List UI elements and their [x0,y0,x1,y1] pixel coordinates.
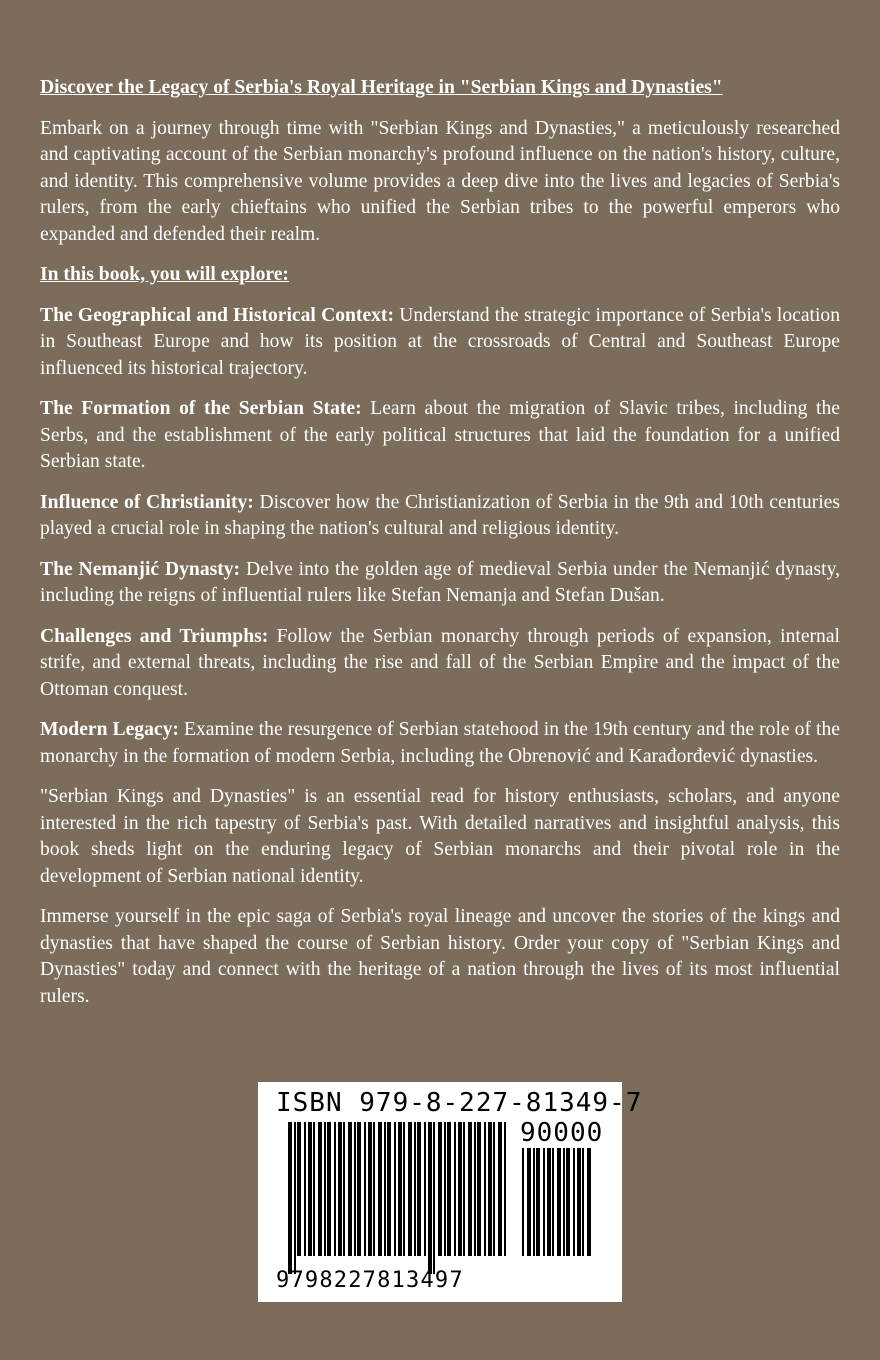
barcode-bar [557,1148,561,1256]
barcode-bar [304,1122,306,1256]
barcode-bar [433,1122,435,1274]
barcode-bar [454,1122,456,1256]
barcode-bar [384,1122,386,1256]
barcode-bar [398,1122,402,1256]
barcode-bar [348,1122,352,1256]
barcode-bar [294,1122,296,1274]
barcode-bar [463,1122,465,1256]
barcode-bar [354,1122,356,1256]
closing-paragraph: Immerse yourself in the epic saga of Serbia's royal lineage and uncover the stories of the kings and dynasties that have shaped the course of Serbian history. Order your copy of "Serbian Kings and Dynasties" today and connect with the heritage of a nation through the lives of its most influential rulers. [40,906,840,1007]
barcode-bar [493,1122,495,1256]
topic-paragraph [40,490,840,543]
barcode-bar [573,1148,575,1256]
barcode-bar [468,1122,472,1256]
barcode-bar [488,1122,492,1256]
barcode-bar [387,1122,391,1256]
barcode-bar [288,1122,292,1274]
barcode-bar [566,1148,570,1256]
barcode-bar [424,1122,426,1256]
main-heading: Discover the Legacy of Serbia's Royal Heritage in "Serbian Kings and Dynasties" [40,77,723,98]
topic-text: Discover how the Christianization of Serbia in the 9th and 10th centuries played a crucial role in shaping the nation's cultural and religious identity. [40,491,840,539]
barcode-bar [338,1122,342,1256]
barcode-bar [577,1148,581,1256]
price-code: 90000 [520,1118,604,1148]
summary-paragraph: "Serbian Kings and Dynasties" is an essential read for history enthusiasts, scholars, and anyone interested in the rich tapestry of Serbia's past. With detailed narratives and insightful analysis, this book sheds light on the enduring legacy of Serbian monarchs and their pivotal role in the development of Serbian national identity. [40,786,840,887]
barcode-bar [447,1122,451,1256]
barcode-bar [297,1122,301,1256]
barcode-bar [533,1148,535,1256]
barcode-bar [417,1122,421,1256]
barcode-bar [394,1122,396,1256]
barcode-bar [438,1122,442,1256]
intro-paragraph: Embark on a journey through time with "Serbian Kings and Dynasties," a meticulously researched and captivating account of the Serbian monarchy's profound influence on the nation's history, culture, and identity. This comprehensive volume provides a deep dive into the lives and legacies of Serbia's rulers, from the early chieftains who unified the Serbian tribes to the powerful emperors who expanded and defended their realm. [40,117,840,245]
barcode-bar [536,1148,540,1256]
topic-title: The Geographical and Historical Context: [40,304,394,326]
barcode-bar [563,1148,565,1256]
topic-title: Modern Legacy: [40,719,179,740]
barcode-bar [403,1122,405,1256]
barcode-bar [368,1122,372,1256]
barcode-bar [474,1122,476,1256]
barcode-bar [408,1122,412,1256]
barcode-bar [378,1122,382,1256]
topic-paragraph [40,624,840,704]
topic-title: The Nemanjić Dynasty: [40,558,241,580]
topic-paragraph [40,303,840,383]
back-cover-text [40,75,840,1024]
topic-paragraph [40,396,840,476]
barcode-bar [373,1122,375,1256]
topic-text: Follow the Serbian monarchy through periods of expansion, internal strife, and external threats, including the rise and fall of the Serbian Empire and the impact of the Ottoman conquest. [40,625,840,700]
barcode-bar [428,1122,432,1274]
topic-paragraph [40,557,840,610]
topic-title: Influence of Christianity: [40,491,254,513]
addon-bars [522,1148,596,1274]
topic-text: Delve into the golden age of medieval Serbia under the Nemanjić dynasty, including the reigns of influential rulers like Stefan Nemanja and Stefan Dušan. [40,558,840,606]
barcode-bar [587,1148,591,1256]
topic-paragraph [40,717,840,770]
barcode-bar [444,1122,446,1256]
barcode-bar [477,1122,481,1256]
topic-title: Challenges and Triumphs: [40,625,269,647]
barcode-bar [522,1148,524,1256]
barcode-bar [308,1122,312,1256]
barcode-bar [313,1122,315,1256]
barcode-bar [484,1122,486,1256]
isbn-barcode [258,1082,643,1302]
barcode-bar [527,1148,531,1256]
barcode-bar [543,1148,545,1256]
barcode-bar [357,1122,361,1256]
barcode-bar [498,1122,502,1256]
barcode-bar [552,1148,554,1256]
topic-title: The Formation of the Serbian State: [40,398,362,419]
isbn-label: ISBN 979-8-227-81349-7 [276,1088,643,1118]
barcode-bar [327,1122,331,1256]
barcode-bar [582,1148,584,1256]
ean-digits: 9798227813497 [276,1268,464,1293]
barcode-bar [458,1122,462,1256]
barcode-bar [324,1122,326,1256]
ean-bars [288,1122,510,1274]
topic-text: Examine the resurgence of Serbian statehood in the 19th century and the role of the monarchy in the formation of modern Serbia, including the Obrenović and Karađorđević dynasties. [40,719,840,767]
barcode-bar [343,1122,345,1256]
topic-text: Learn about the migration of Slavic tribes, including the Serbs, and the establishment of the early political structures that laid the foundation for a unified Serbian state. [40,398,840,472]
barcode-bar [414,1122,416,1256]
topic-text: Understand the strategic importance of Serbia's location in Southeast Europe and how its position at the crossroads of Central and Southeast Europe influenced its historical trajectory. [40,304,841,379]
barcode-bar [504,1122,506,1256]
barcode-bar [318,1122,322,1256]
barcode-bar [334,1122,336,1256]
barcode-bar [547,1148,551,1256]
explore-heading: In this book, you will explore: [40,264,289,285]
barcode-bar [364,1122,366,1256]
